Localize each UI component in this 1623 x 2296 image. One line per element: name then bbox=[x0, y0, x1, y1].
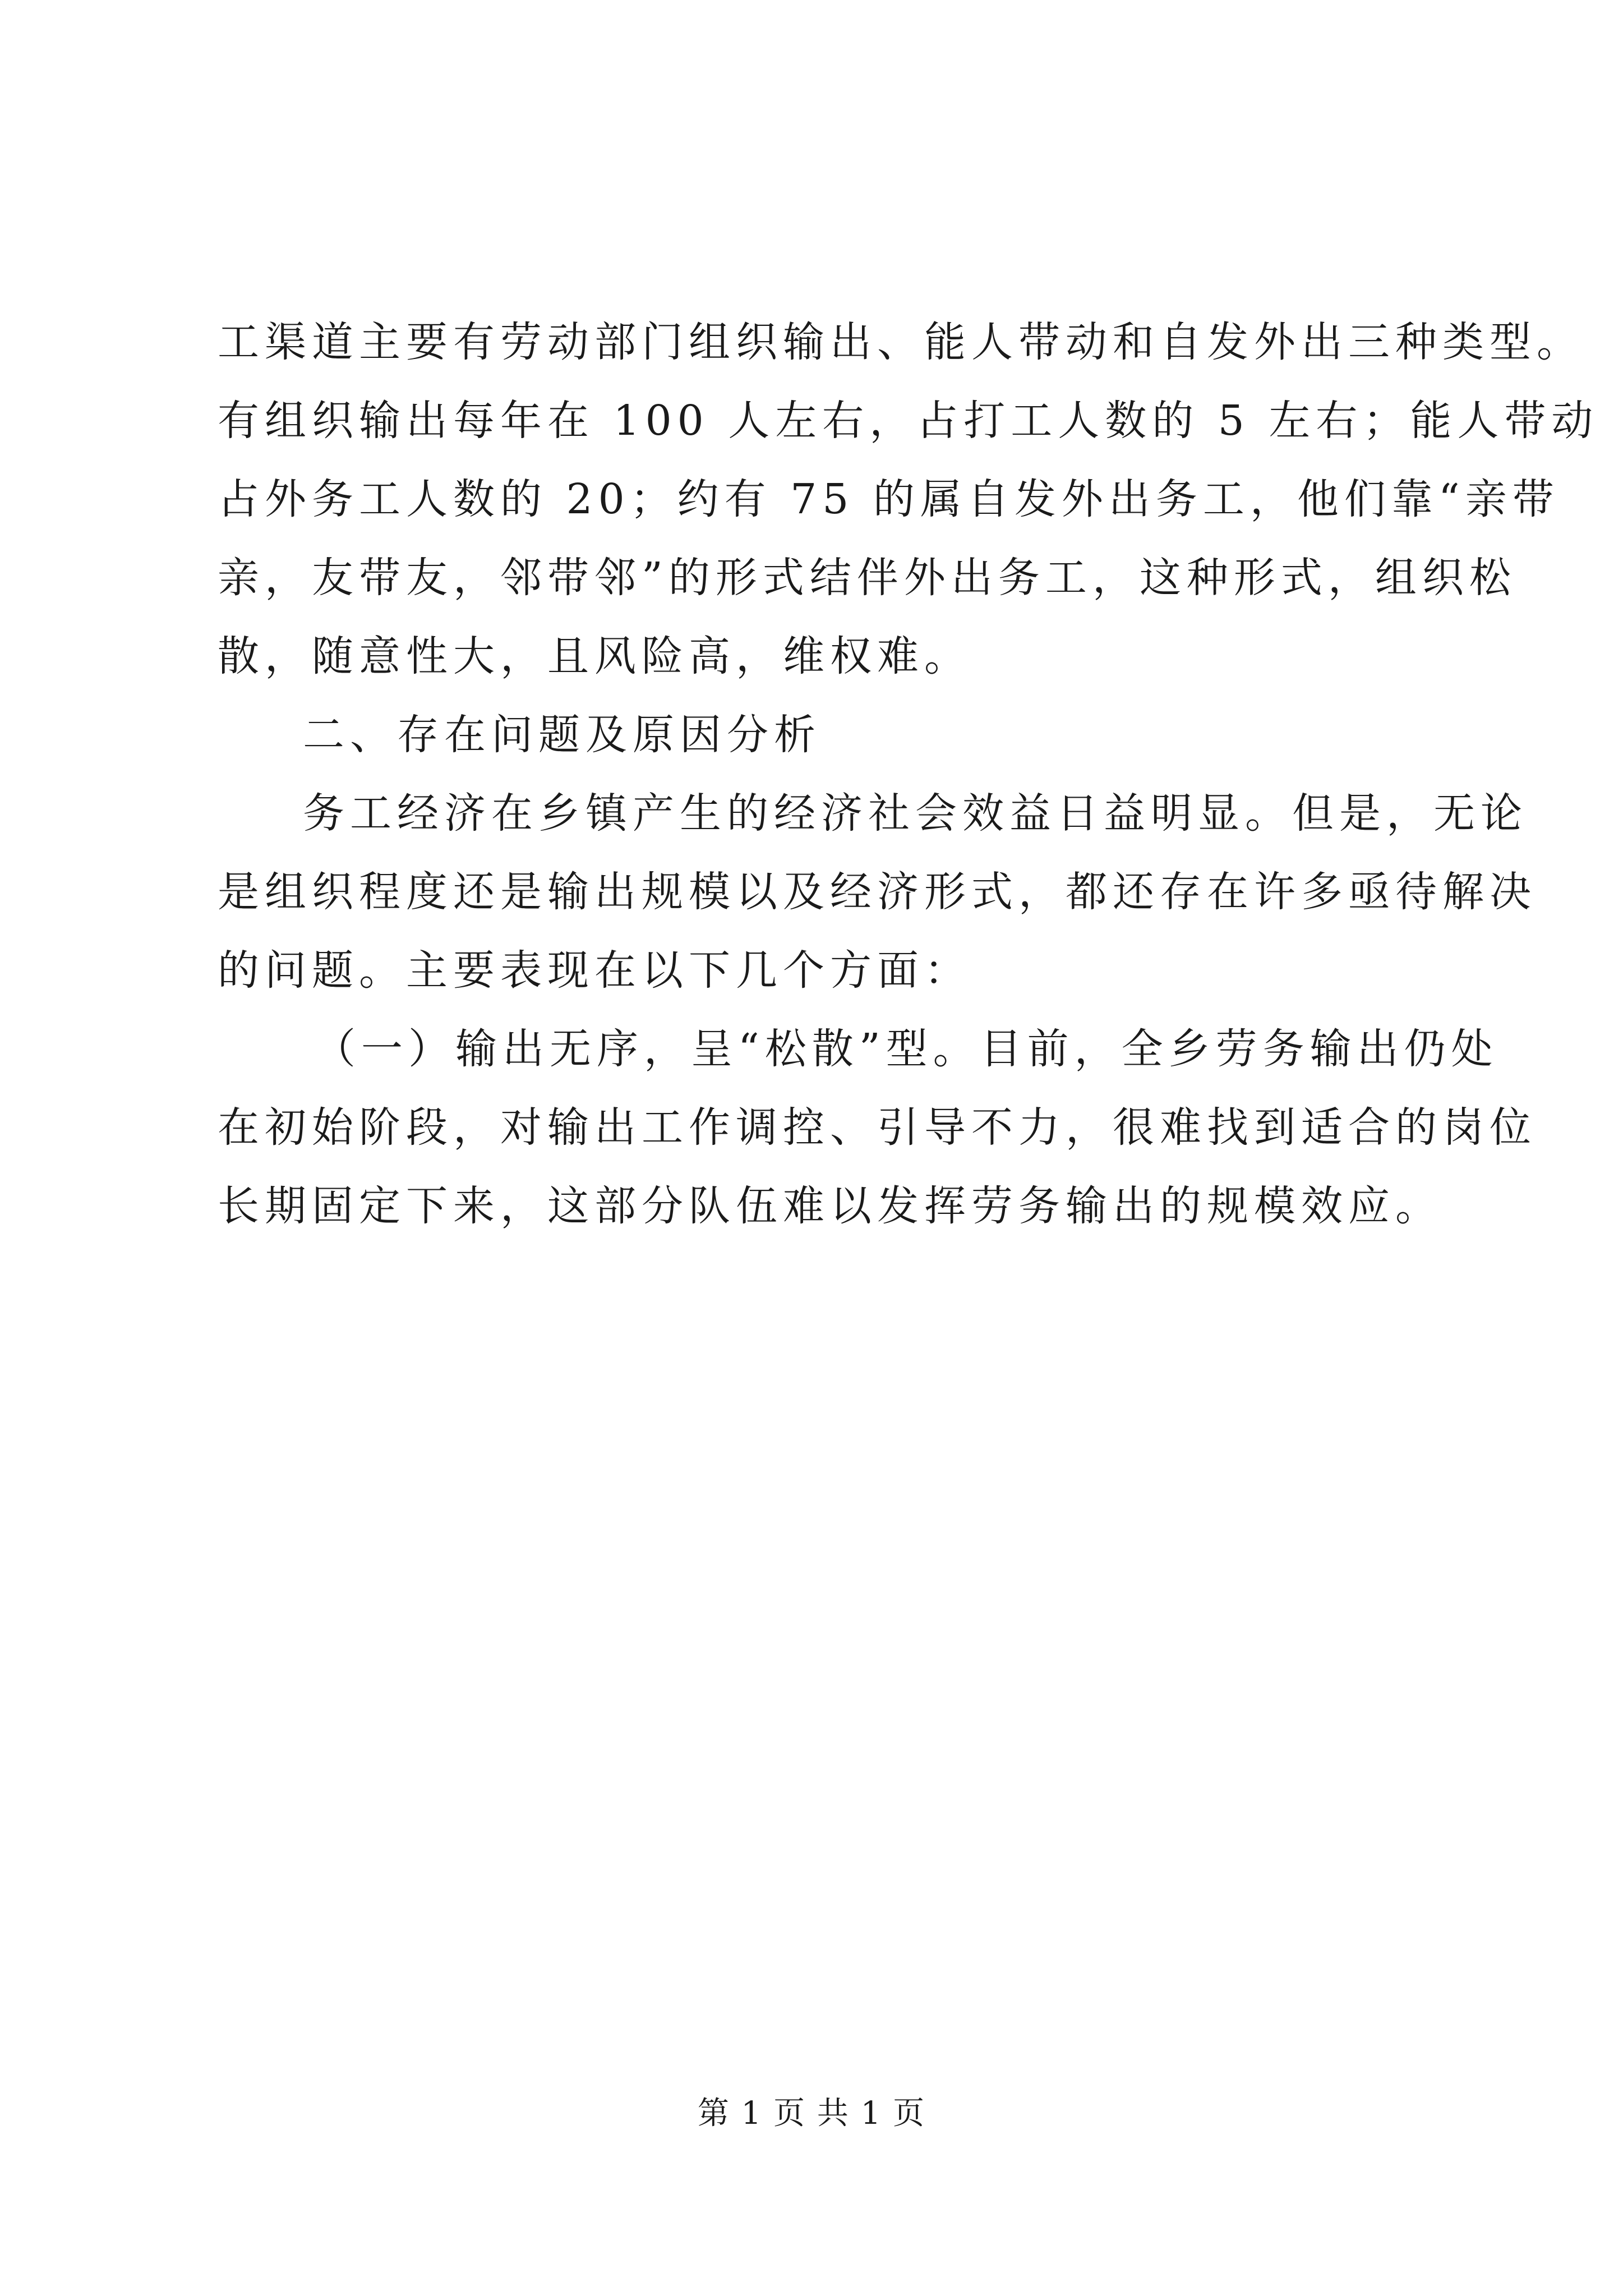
section-heading: 二、存在问题及原因分析 bbox=[303, 711, 821, 759]
paragraph-line: 在初始阶段，对输出工作调控、引导不力，很难找到适合的岗位 bbox=[218, 1103, 1537, 1152]
paragraph-line: 散，随意性大，且风险高，维权难。 bbox=[218, 632, 971, 680]
paragraph-line: 是组织程度还是输出规模以及经济形式，都还存在许多亟待解决 bbox=[218, 868, 1537, 916]
paragraph-line: 务工经济在乡镇产生的经济社会效益日益明显。但是，无论 bbox=[303, 789, 1528, 838]
paragraph-line: 工渠道主要有劳动部门组织输出、能人带动和自发外出三种类型。 bbox=[218, 318, 1584, 366]
paragraph-line: 占外务工人数的 20；约有 75 的属自发外出务工，他们靠“亲带 bbox=[218, 475, 1560, 523]
paragraph-line: 的问题。主要表现在以下几个方面： bbox=[218, 946, 971, 995]
paragraph-line: 长期固定下来，这部分队伍难以发挥劳务输出的规模效应。 bbox=[218, 1182, 1442, 1230]
page-number-footer: 第 1 页 共 1 页 bbox=[697, 2095, 926, 2132]
paragraph-line: 亲，友带友，邻带邻”的形式结伴外出务工，这种形式，组织松 bbox=[218, 554, 1516, 602]
subsection-line: （一）输出无序，呈“松散”型。目前，全乡劳务输出仍处 bbox=[314, 1025, 1498, 1073]
paragraph-line: 有组织输出每年在 100 人左右，占打工人数的 5 左右；能人带动 bbox=[218, 397, 1599, 445]
